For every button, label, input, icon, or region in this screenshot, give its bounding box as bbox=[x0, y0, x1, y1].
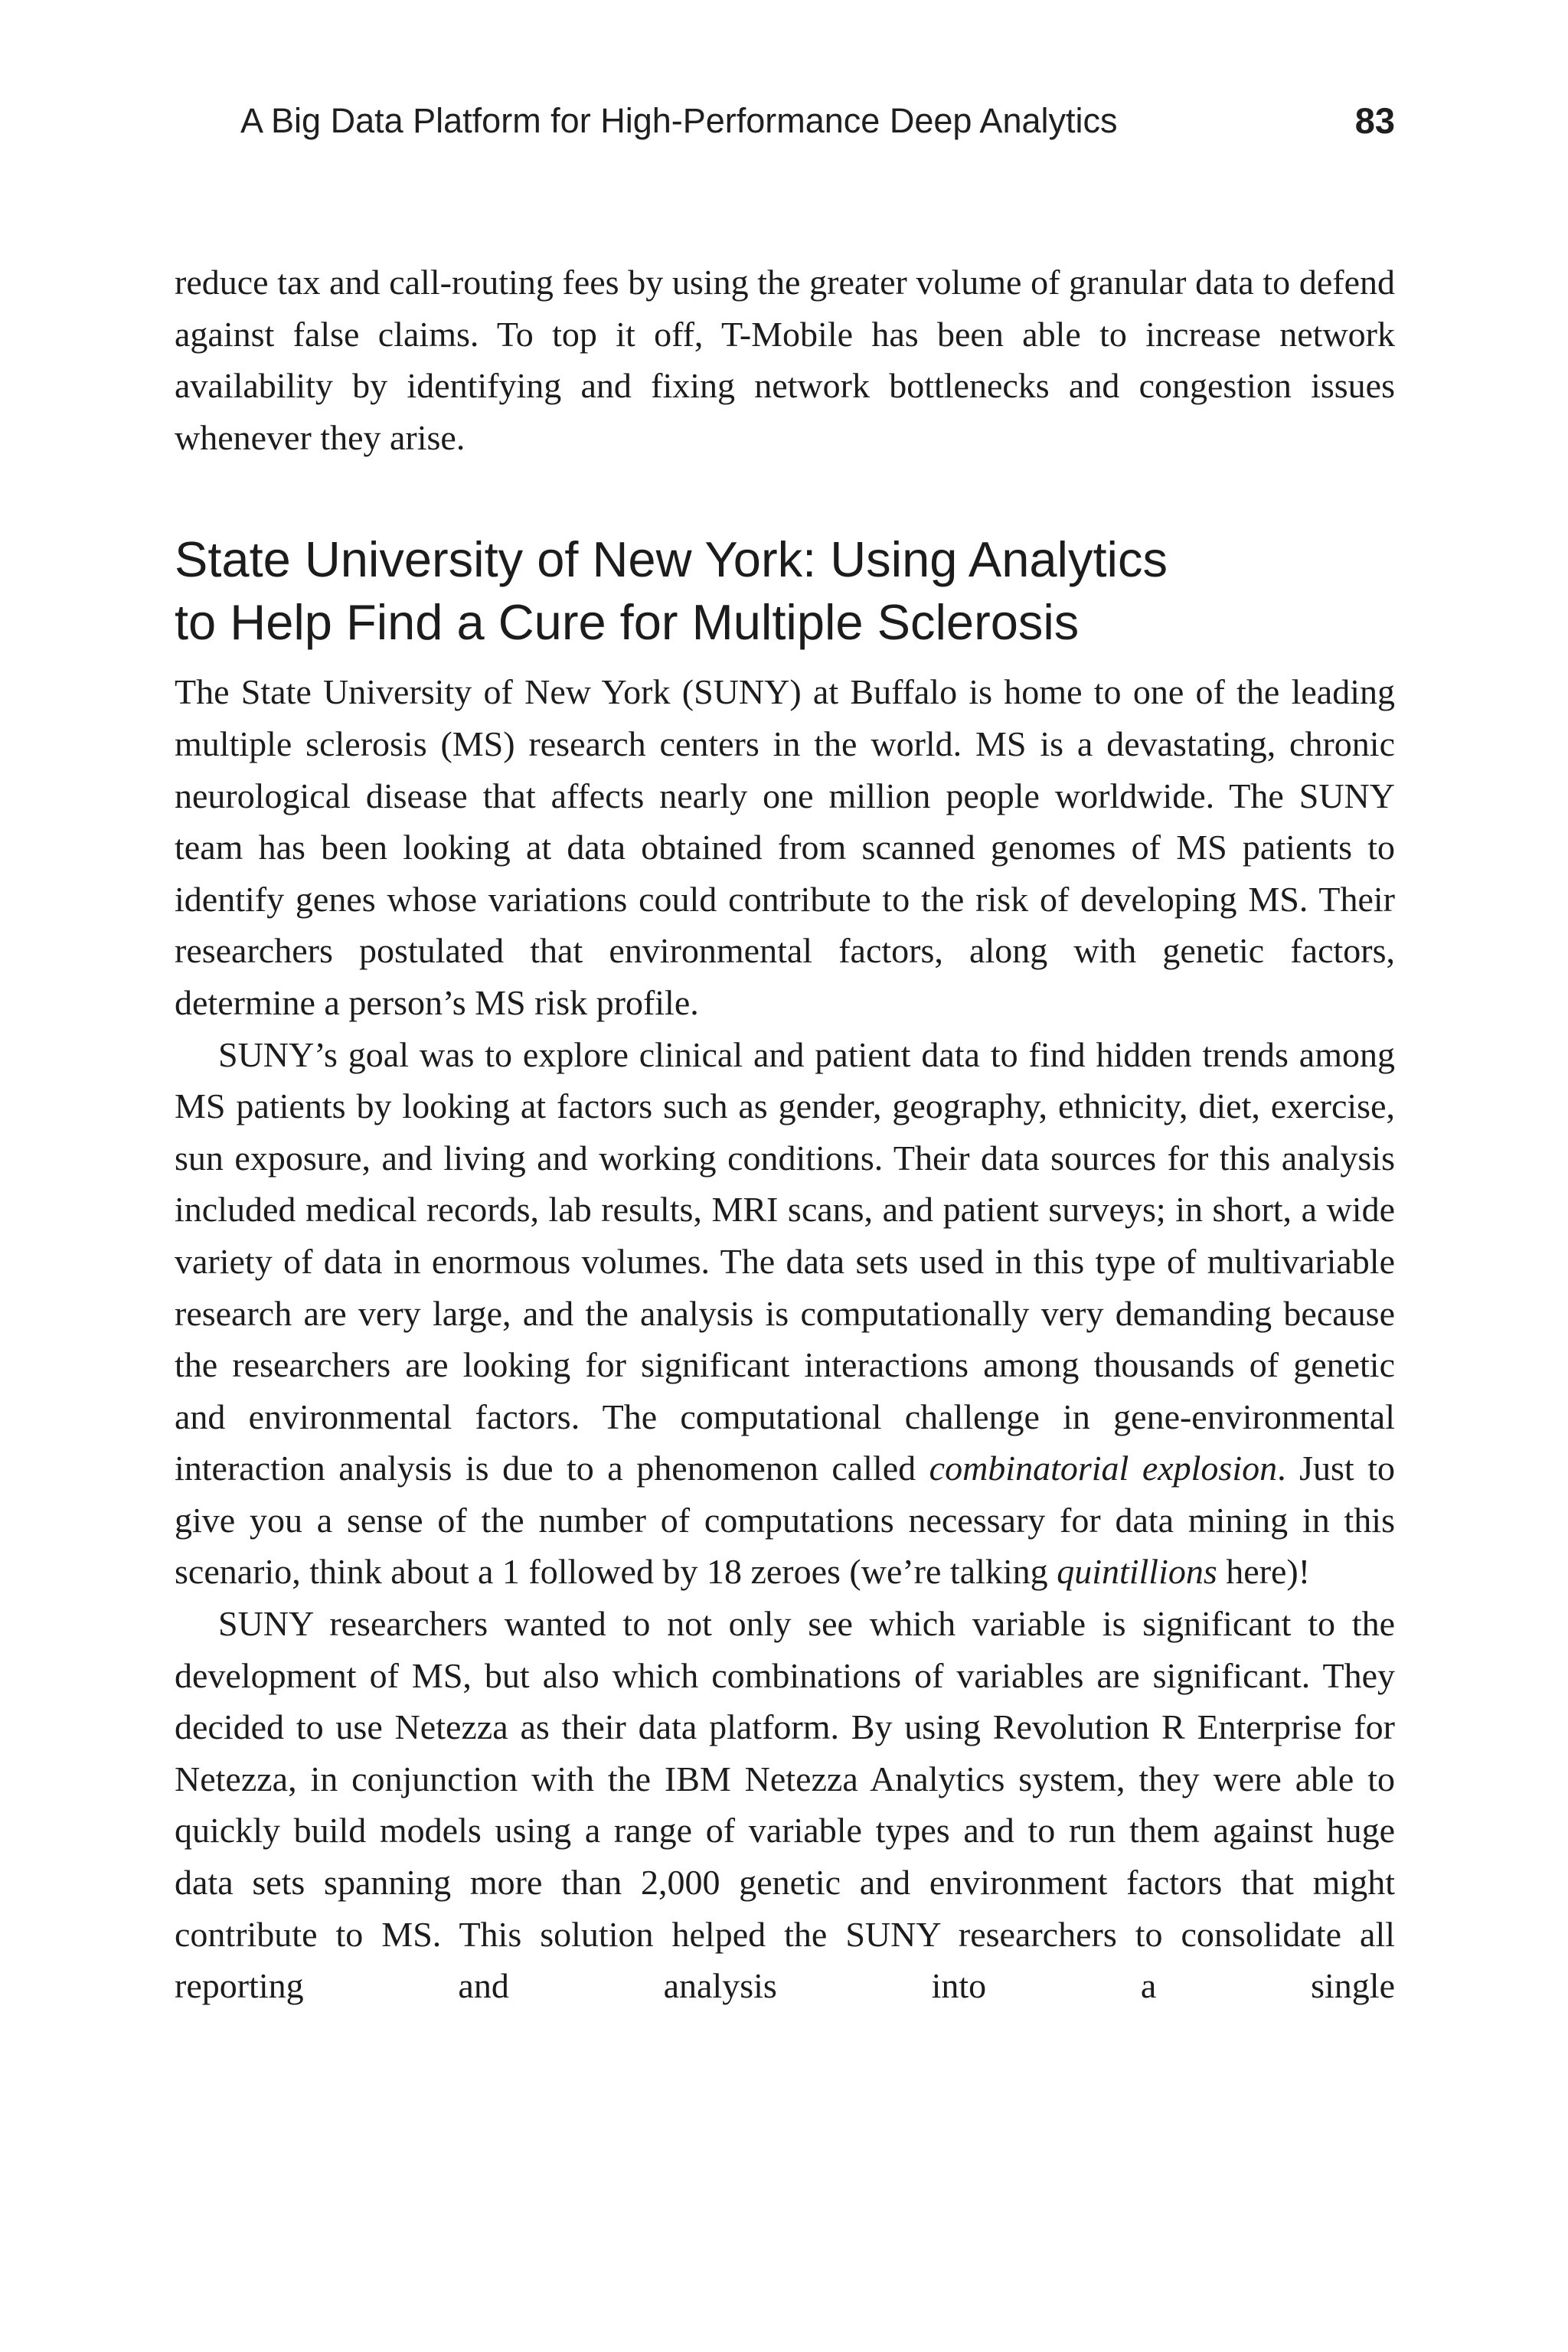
running-header bbox=[240, 93, 1395, 149]
paragraph-suny-goal-text-1: SUNY’s goal was to explore clinical and patient data to find hidden trends among MS patients by looking at factors such as gender, geography, ethnicity, diet, exercise, sun exposure, and living and working conditions. Their data sources for this analysis included medical records, lab results, MRI scans, and patient surveys; in short, a wide variety of data in enormous volumes. The data sets used in this type of multivariable research are very large, and the analysis is computationally very demanding because the researchers are looking for significant interactions among thousands of genetic and environmental factors. The computational challenge in gene-environmental interaction analysis is due to a phenomenon called bbox=[175, 1034, 1395, 1488]
section-heading-line-1: State University of New York: Using Analytics bbox=[175, 531, 1168, 588]
paragraph-suny-goal-text-3: here)! bbox=[1217, 1552, 1311, 1592]
section-heading bbox=[175, 528, 1395, 654]
paragraph-suny-goal bbox=[175, 1029, 1395, 1599]
section-heading-line-2: to Help Find a Cure for Multiple Sclerosis bbox=[175, 594, 1080, 651]
paragraph-suny-netezza: SUNY researchers wanted to not only see which variable is significant to the development of MS, but also which combinations of variables are significant. They decided to use Netezza as their data platform. By using Revolution R Enterprise for Netezza, in conjunction with the IBM Netezza Analytics system, they were able to quickly build models using a range of variable types and to run them against huge data sets spanning more than 2,000 genetic and environment factors that might contribute to MS. This solution helped the SUNY researchers to consolidate all reporting and analysis into a single bbox=[175, 1604, 1395, 2006]
page-number: 83 bbox=[1354, 100, 1395, 141]
intro-paragraph: reduce tax and call-routing fees by using the greater volume of granular data to defend against false claims. To top it off, T-Mobile has been able to increase network availability by identifying and fixing network bottlenecks and congestion issues whenever they arise. bbox=[175, 263, 1395, 457]
paragraph-suny-intro: The State University of New York (SUNY) at Buffalo is home to one of the leading multiple sclerosis (MS) research centers in the world. MS is a devastating, chronic neurological disease that affects nearly one million people worldwide. The SUNY team has been looking at data obtained from scanned genomes of MS patients to identify genes whose variations could contribute to the risk of developing MS. Their researchers postulated that environmental factors, along with genetic factors, determine a person’s MS risk profile. bbox=[175, 672, 1395, 1022]
italic-term-combinatorial-explosion: combinatorial explosion bbox=[929, 1449, 1278, 1488]
running-title: A Big Data Platform for High-Performance Deep Analytics bbox=[240, 101, 1118, 140]
italic-term-quintillions: quintillions bbox=[1057, 1552, 1217, 1592]
page-body bbox=[175, 256, 1395, 2012]
paragraph-suny-goal-text-2: . Just to give you a sense of the number of computations necessary for data mining in this scenario, think about a 1 followed by 18 zeroes (we’re talking bbox=[175, 1449, 1395, 1592]
